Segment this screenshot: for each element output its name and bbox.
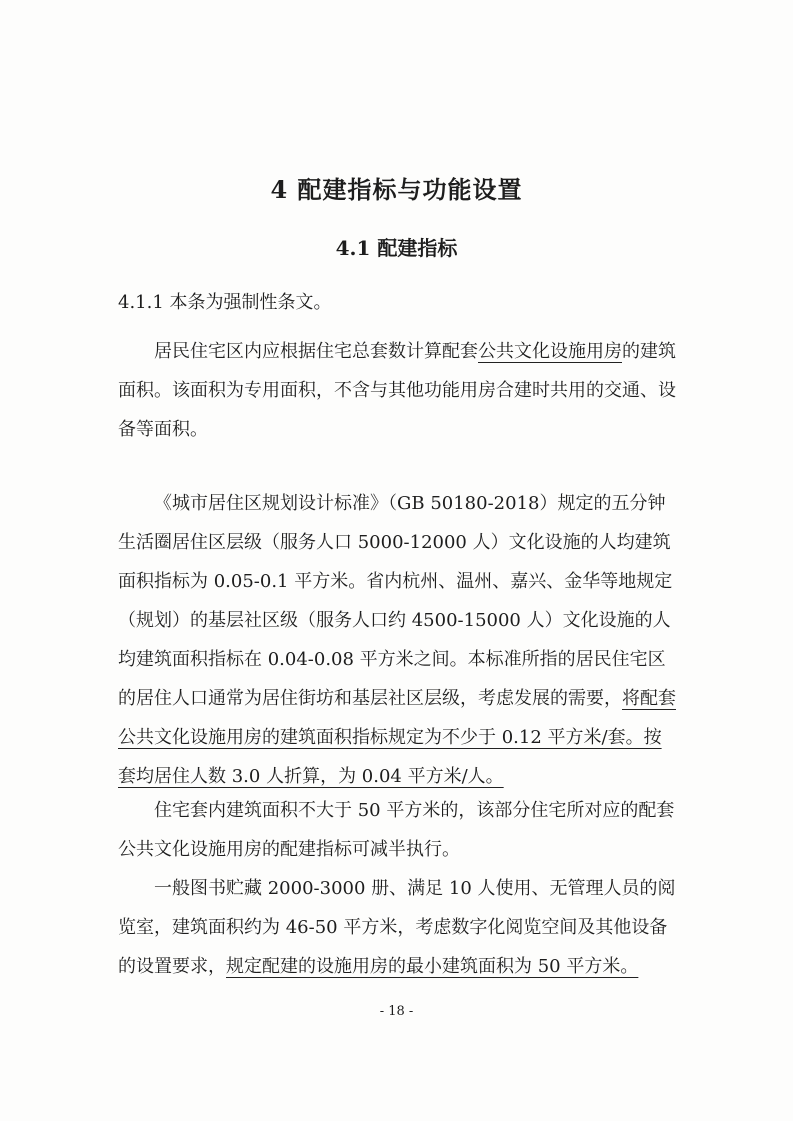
paragraph-1: [118, 332, 678, 449]
page-number: - 18 -: [379, 1004, 414, 1019]
paragraph-1-text-a: 居民住宅区内应根据住宅总套数计算配套: [154, 341, 478, 362]
paragraph-4: [118, 869, 678, 986]
chapter-title: 4 配建指标与功能设置: [270, 175, 523, 204]
paragraph-2: [118, 484, 678, 796]
paragraph-4-underlined: 规定配建的设施用房的最小建筑面积为 50 平方米。: [226, 956, 639, 977]
paragraph-4-text-a: 一般图书贮藏 2000-3000 册、满足 10 人使用、无管理人员的阅览室，建筑面积约为 46-50 平方米，考虑数字化阅览空间及其他设备的设置要求，: [118, 878, 676, 977]
paragraph-2-text-a: 《城市居住区规划设计标准》（GB 50180-2018）规定的五分钟生活圈居住区层级（服务人口 5000-12000 人）文化设施的人均建筑面积指标为 0.05-0.1 平方米。省内杭州、温州、嘉兴、金华等地规定（规划）的基层社区级（服务人口约 4500-15000 人）文化设施的人均建筑面积指标在 0.04-0.08 平方米之间。本标准所指的居民住宅区的居住人口通常为居住街坊和基层社区层级，考虑发展的需要，: [118, 493, 673, 709]
clause-heading: 4.1.1 本条为强制性条文。: [118, 292, 332, 313]
paragraph-3: [118, 791, 678, 869]
section-title: 4.1 配建指标: [335, 236, 458, 260]
paragraph-1-underlined: 公共文化设施用房: [478, 341, 622, 362]
paragraph-1-text-c: 的建筑面积。该面积为专用面积，不含与其他功能用房合建时共用的交通、设备等面积。: [118, 341, 676, 440]
paragraph-3-text: 住宅套内建筑面积不大于 50 平方米的，该部分住宅所对应的配套公共文化设施用房的配建指标可减半执行。: [118, 800, 675, 860]
paragraph-2-underlined: 将配套公共文化设施用房的建筑面积指标规定为不少于 0.12 平方米/套。按套均居住人数 3.0 人折算，为 0.04 平方米/人。: [118, 688, 676, 787]
